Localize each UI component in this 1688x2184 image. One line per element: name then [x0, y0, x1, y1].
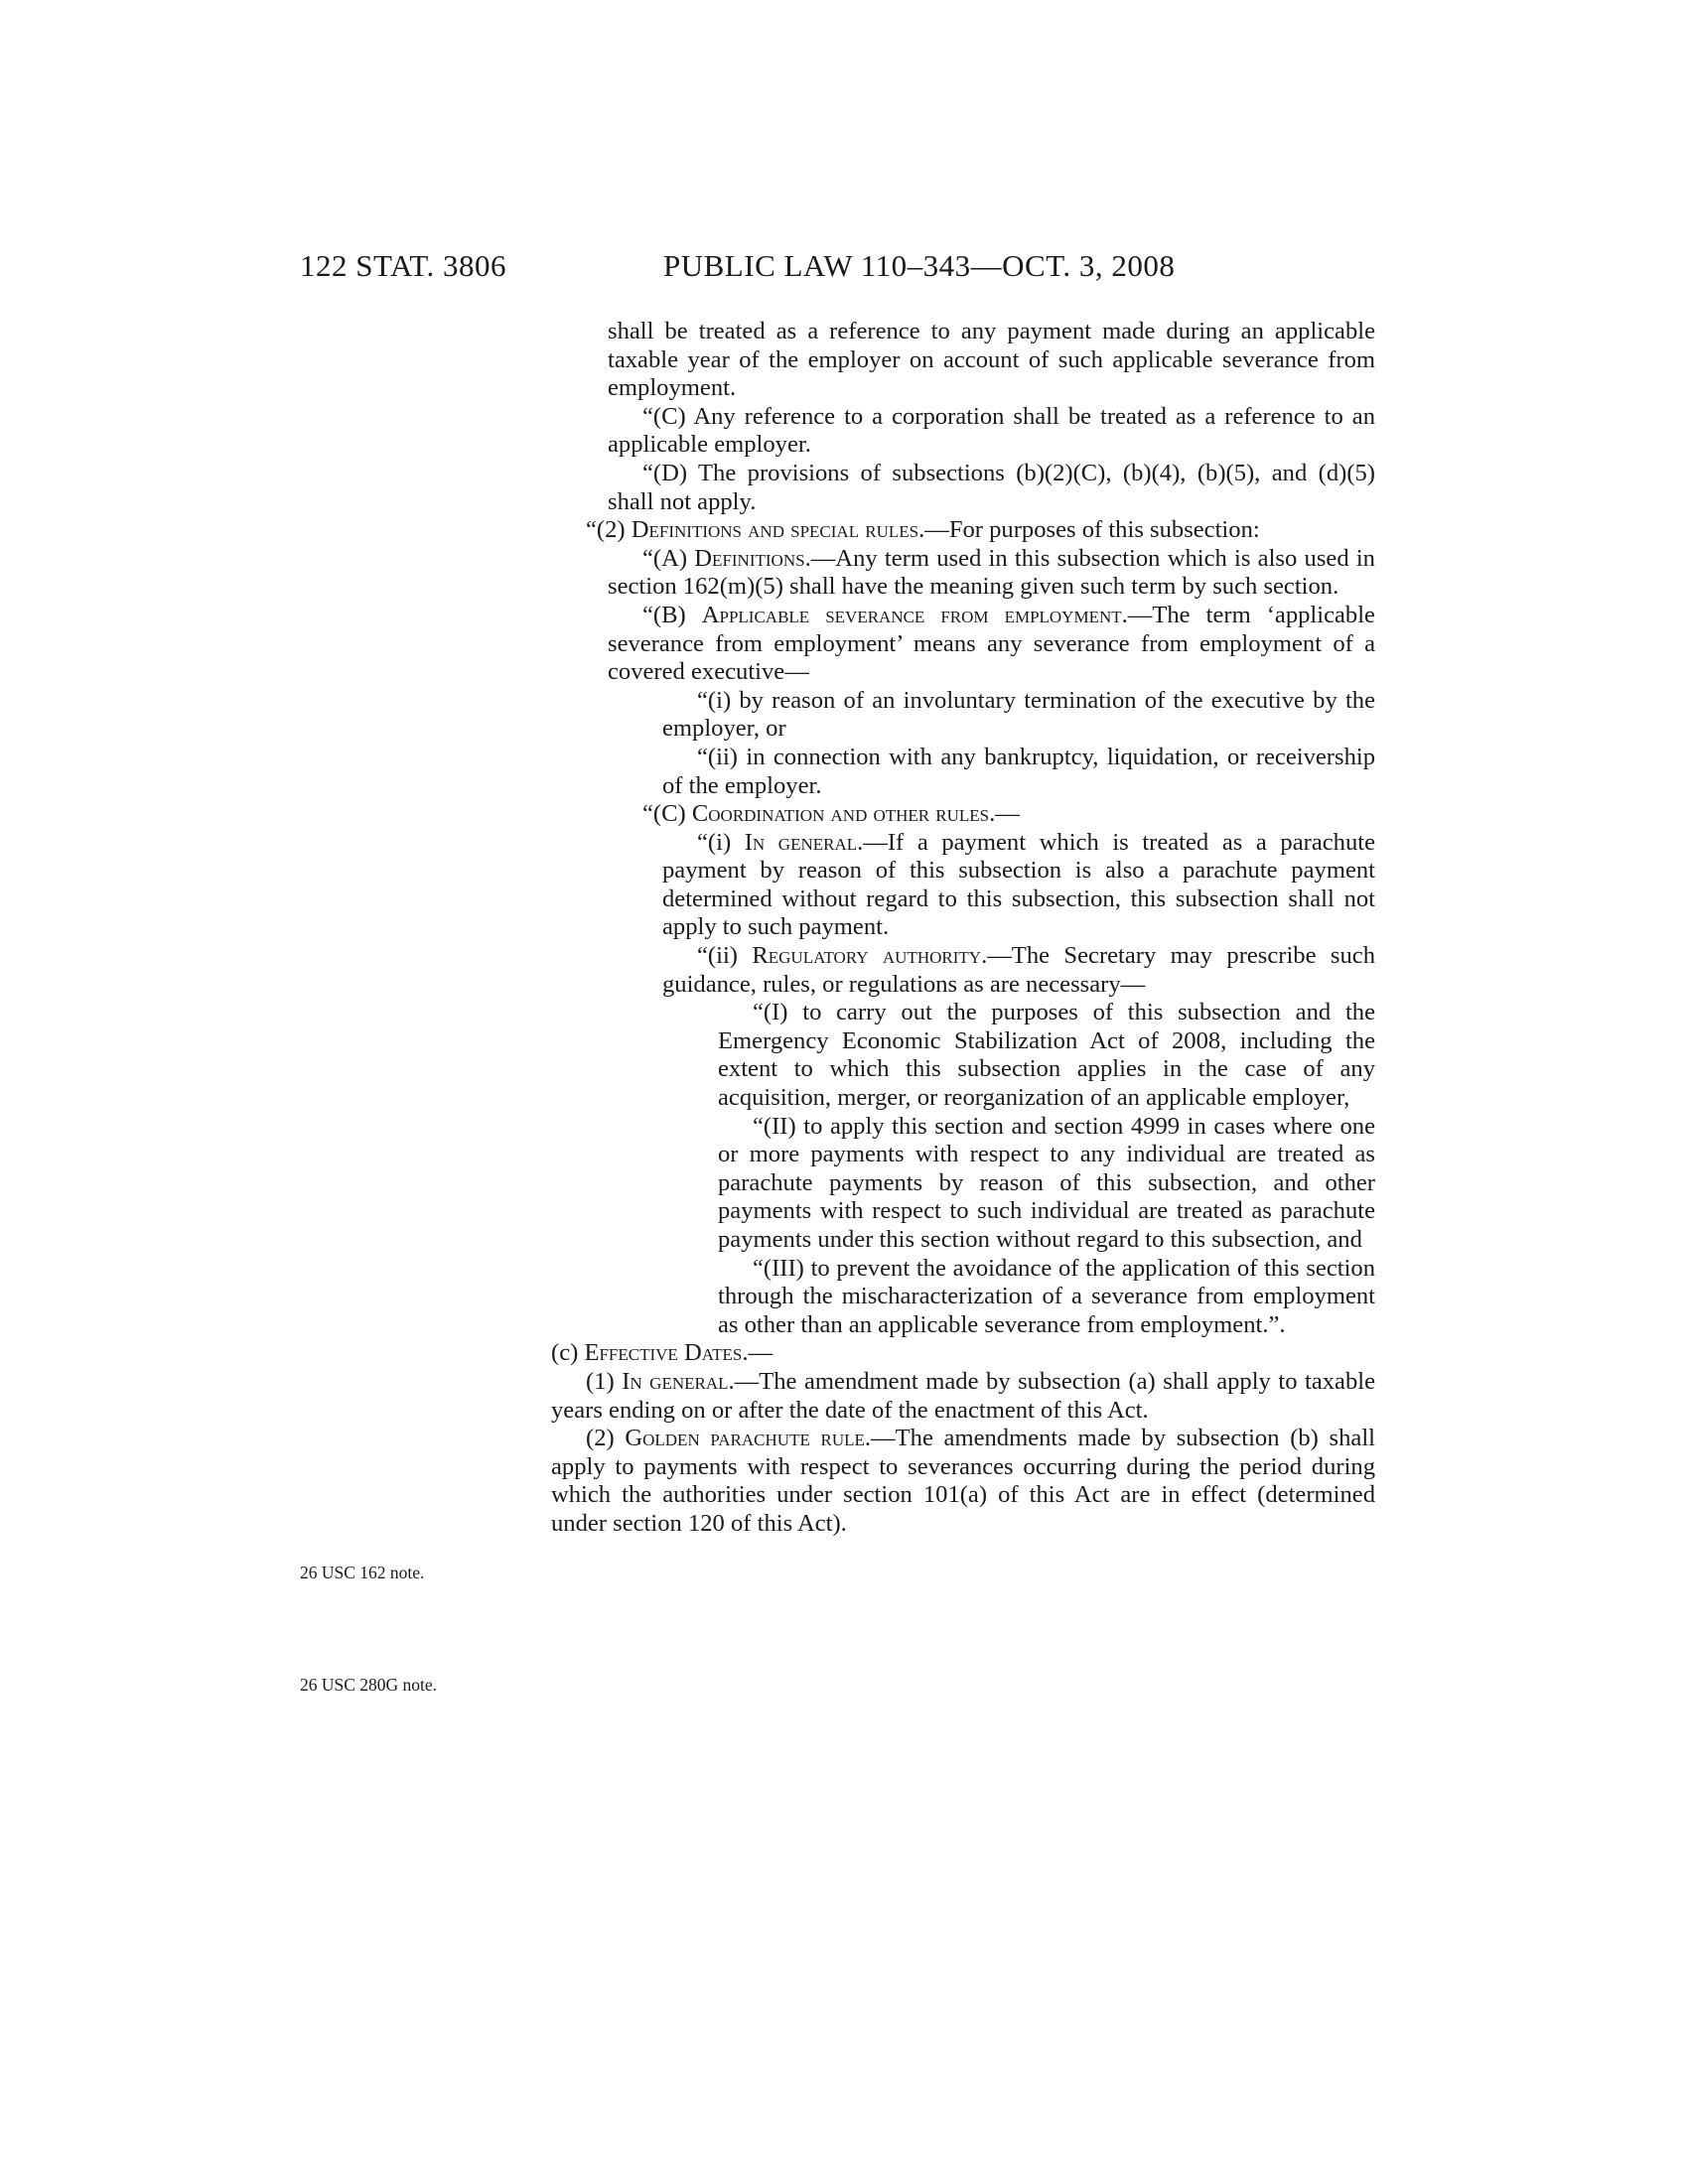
- clause-ii-bankruptcy: “(ii) in connection with any bankruptcy, liquidation, or receivership of the employer.: [662, 743, 1375, 799]
- paragraph-2-golden-parachute-rule: (2) Golden parachute rule.—The amendments made by subsection (b) shall apply to payments with respect to severances occurring during the period during which the authorities under section 101(a) of this Act are in effect (determined under section 120 of this Act).: [551, 1425, 1375, 1537]
- paragraph-a-definitions: “(A) Definitions.—Any term used in this subsection which is also used in section 162(m)(5) shall have the meaning given such term by such section.: [608, 544, 1375, 601]
- page-stat-number: 122 STAT. 3806: [300, 248, 507, 283]
- running-head: PUBLIC LAW 110–343—OCT. 3, 2008: [663, 248, 1176, 283]
- clause-i-in-general: “(i) In general.—If a payment which is treated as a parachute payment by reason of this subsection is also a parachute payment determined without regard to this subsection, this subsection shall not apply to such payment.: [662, 828, 1375, 941]
- paragraph-1-in-general: (1) In general.—The amendment made by subsection (a) shall apply to taxable years ending on or after the date of the enactment of this Act.: [551, 1367, 1376, 1424]
- paragraph-c-coordination: “(C) Coordination and other rules.—: [642, 800, 1020, 828]
- margin-note-usc-280g: 26 USC 280G note.: [300, 1675, 438, 1695]
- paragraph-c-corporation: “(C) Any reference to a corporation shall be treated as a reference to an applicable employer.: [608, 402, 1375, 459]
- margin-note-usc-162: 26 USC 162 note.: [300, 1563, 425, 1582]
- paragraph-b-applicable-severance: “(B) Applicable severance from employment.—The term ‘applicable severance from employment’ means any severance from employment of a covered executive—: [608, 601, 1375, 686]
- paragraph-continuation: shall be treated as a reference to any payment made during an applicable taxable year of the employer on account of such applicable severance from employment.: [608, 318, 1375, 402]
- subclause-II-section-4999: “(II) to apply this section and section 4999 in cases where one or more payments with respect to any individual are treated as parachute payments by reason of this subsection, and other payments with respect to such individual are treated as parachute payments under this section without regard to this subsection, and: [718, 1112, 1375, 1253]
- paragraph-2-definitions: “(2) Definitions and special rules.—For purposes of this subsection:: [586, 516, 1260, 544]
- clause-i-involuntary-termination: “(i) by reason of an involuntary termination of the executive by the employer, or: [662, 686, 1375, 743]
- subclause-III-avoidance: “(III) to prevent the avoidance of the application of this section through the mischaracterization of a severance from employment as other than an applicable severance from employment.”.: [718, 1254, 1375, 1338]
- statute-body: [551, 318, 1375, 1539]
- subclause-I-purposes: “(I) to carry out the purposes of this subsection and the Emergency Economic Stabilization Act of 2008, including the extent to which this subsection applies in the case of any acquisition, merger, or reorganization of an applicable employer,: [718, 999, 1375, 1112]
- paragraph-d-provisions: “(D) The provisions of subsections (b)(2)(C), (b)(4), (b)(5), and (d)(5) shall not apply.: [608, 459, 1375, 515]
- section-c-effective-dates: (c) Effective Dates.—: [551, 1339, 774, 1367]
- clause-ii-regulatory-authority: “(ii) Regulatory authority.—The Secretary may prescribe such guidance, rules, or regulations as are necessary—: [662, 942, 1375, 998]
